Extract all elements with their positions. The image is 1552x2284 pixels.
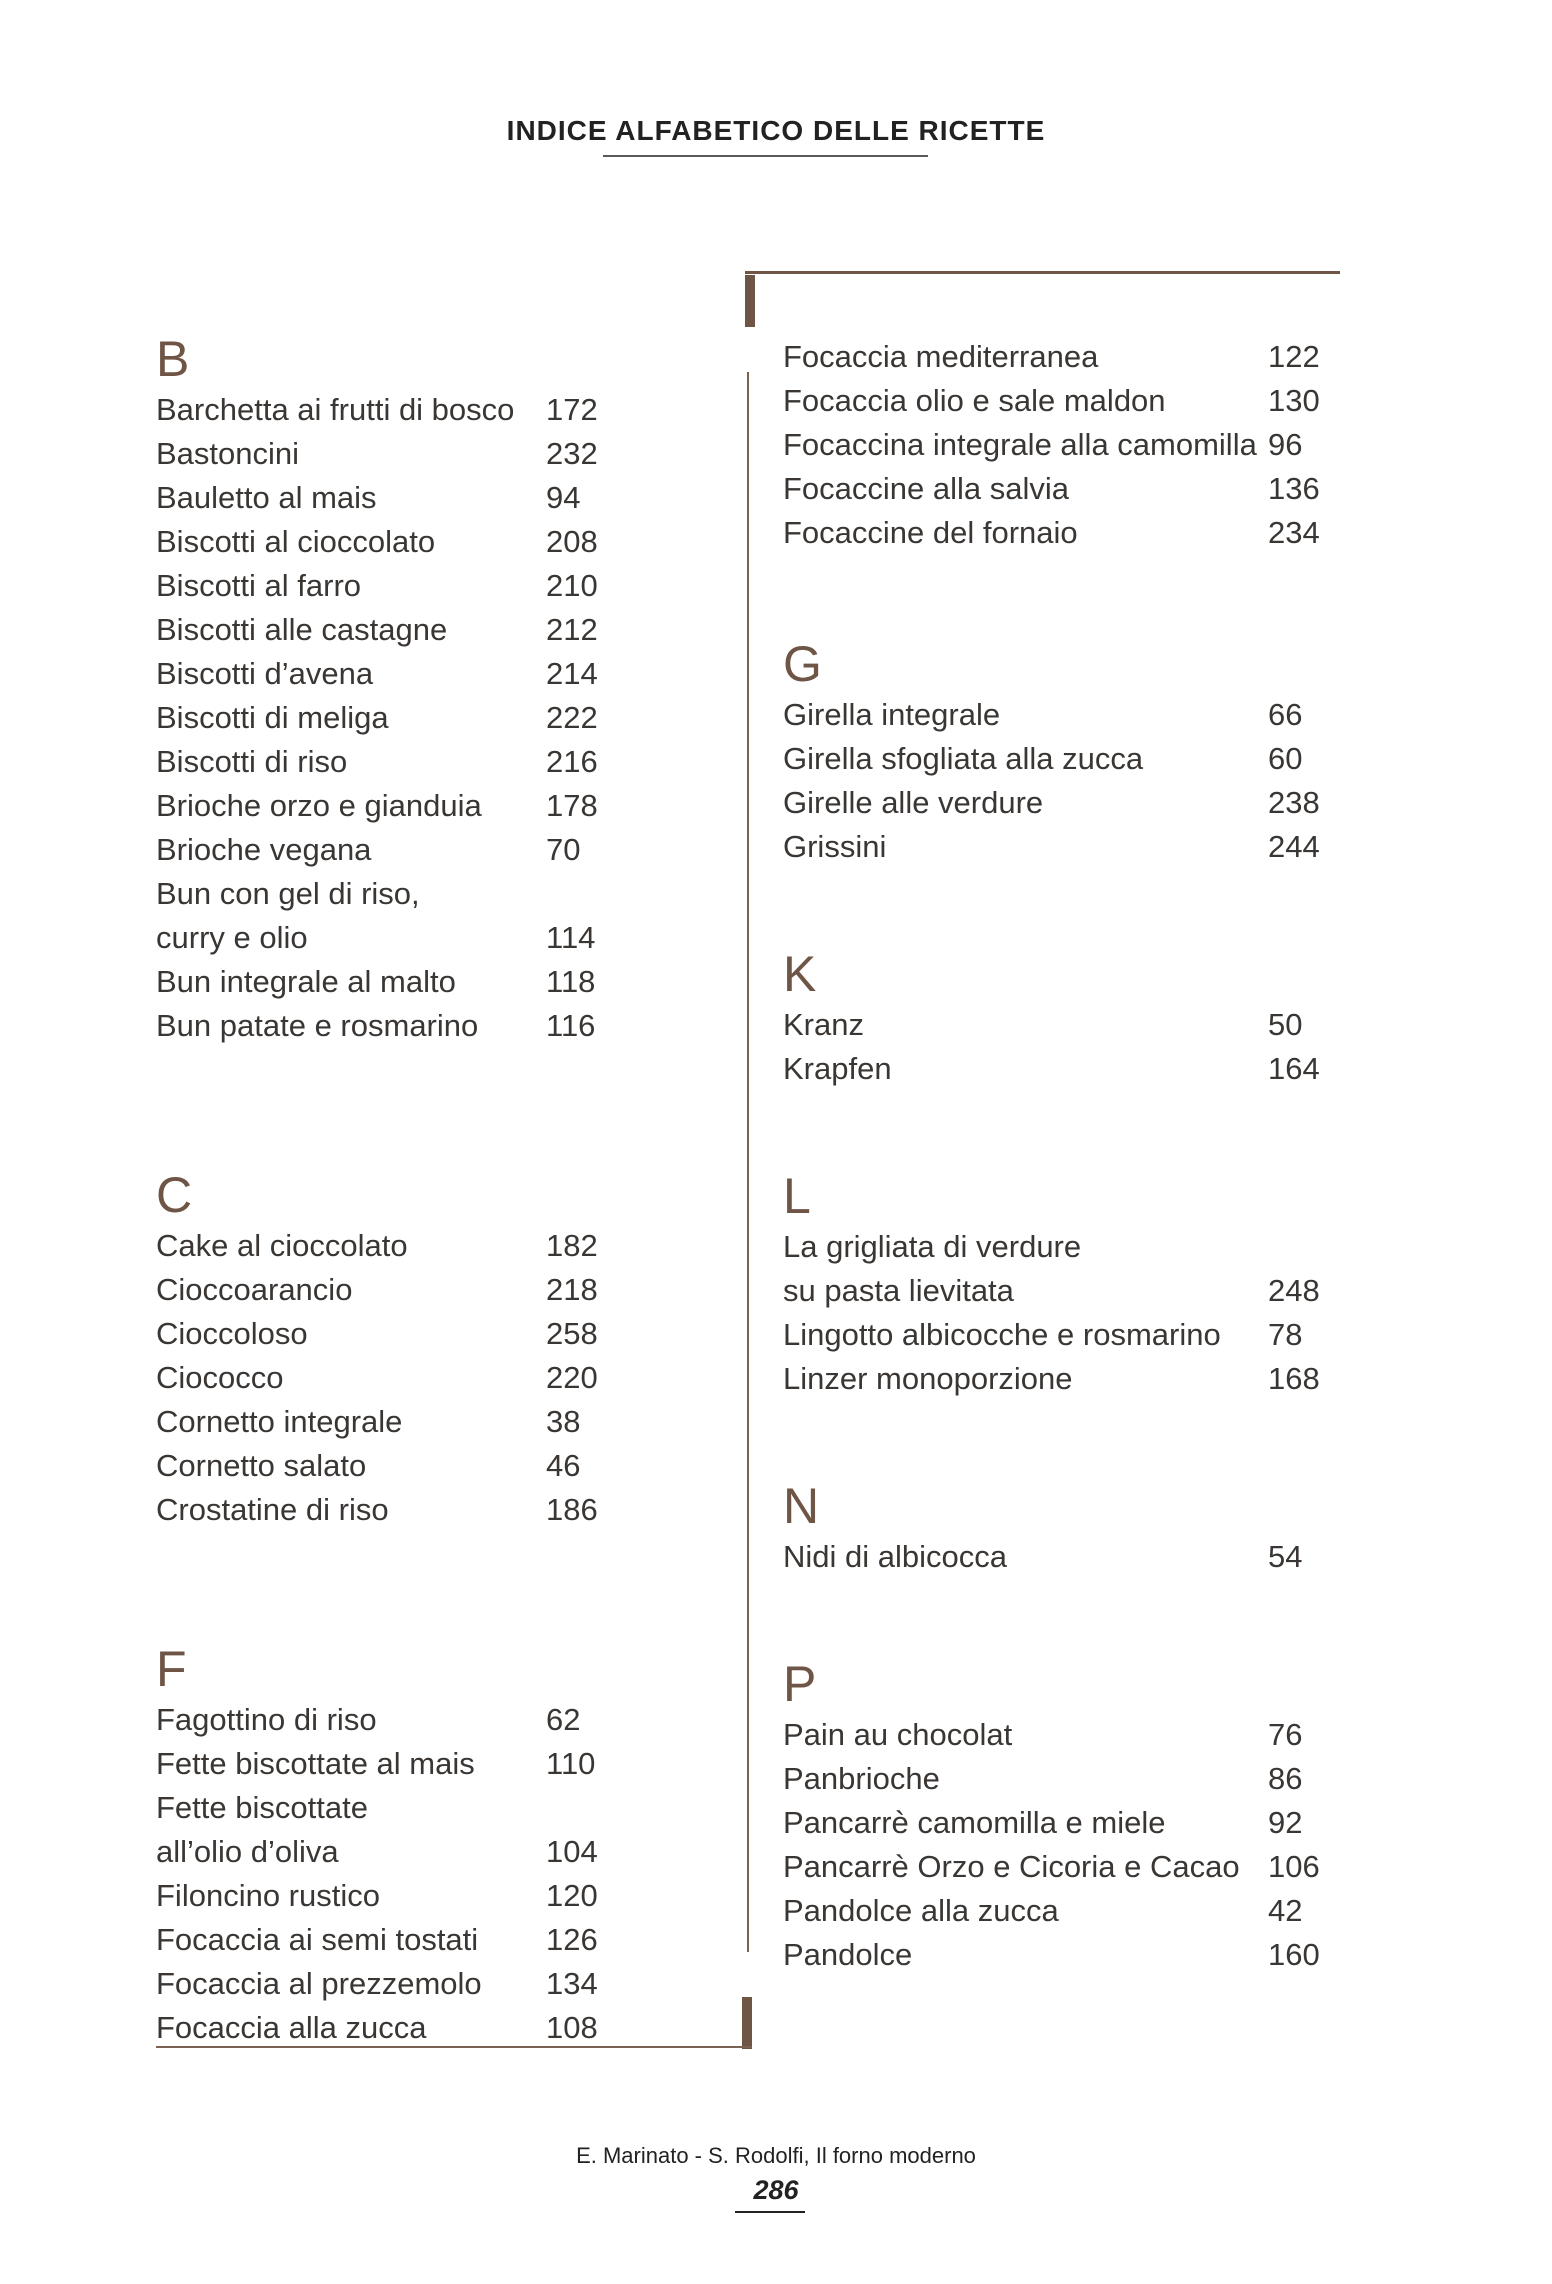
page-number: 286 [753, 2175, 799, 2205]
recipe-page: 118 [546, 964, 596, 999]
recipe-name: Pancarrè Orzo e Cicoria e Cacao [783, 1849, 1240, 1884]
recipe-page: 208 [546, 524, 598, 559]
recipe-page: 248 [1268, 1273, 1320, 1308]
index-entry [156, 1312, 606, 1356]
recipe-name: Krapfen [783, 1051, 892, 1086]
recipe-page: 244 [1268, 829, 1320, 864]
recipe-page: 214 [546, 656, 598, 691]
index-entry [783, 1357, 1328, 1401]
section-letter: K [783, 946, 817, 1002]
index-entry [156, 1698, 606, 1742]
index-entry [156, 1786, 606, 1830]
index-entry [783, 1003, 1328, 1047]
recipe-page: 116 [546, 1008, 596, 1043]
recipe-page: 130 [1268, 383, 1320, 418]
index-entry [783, 1757, 1328, 1801]
recipe-page: 232 [546, 436, 598, 471]
index-entry [783, 379, 1328, 423]
recipe-page: 50 [1268, 1007, 1303, 1042]
section-letter: P [783, 1656, 817, 1712]
index-entry [156, 1918, 606, 1962]
index-entry [156, 432, 606, 476]
recipe-name: Focaccia ai semi tostati [156, 1922, 479, 1957]
recipe-page: 94 [546, 480, 581, 515]
column-divider [747, 372, 749, 1952]
recipe-page: 182 [546, 1228, 598, 1263]
recipe-page: 164 [1268, 1051, 1320, 1086]
bottom-decorative-bar [742, 1997, 752, 2049]
recipe-name: La grigliata di verdure [783, 1229, 1082, 1264]
recipe-page: 210 [546, 568, 598, 603]
recipe-page: 96 [1268, 427, 1303, 462]
index-entry [156, 608, 606, 652]
section-spacer [783, 1091, 1343, 1167]
recipe-page: 168 [1268, 1361, 1320, 1396]
index-entry [156, 1224, 606, 1268]
recipe-page: 66 [1268, 697, 1303, 732]
index-entry [156, 1356, 606, 1400]
recipe-name: Biscotti d’avena [156, 656, 374, 691]
section-letter: G [783, 636, 822, 692]
recipe-page: 46 [546, 1448, 581, 1483]
recipe-name: Focaccine alla salvia [783, 471, 1070, 506]
recipe-name: Focaccia olio e sale maldon [783, 383, 1166, 418]
recipe-name: Girella sfogliata alla zucca [783, 741, 1144, 776]
section-letter: B [156, 331, 190, 387]
recipe-name: Barchetta ai frutti di bosco [156, 392, 515, 427]
top-decorative-rule [745, 271, 1340, 274]
index-entry [156, 1400, 606, 1444]
recipe-name: Biscotti al cioccolato [156, 524, 436, 559]
section-spacer [783, 1579, 1343, 1655]
recipe-name: Girelle alle verdure [783, 785, 1044, 820]
index-section [783, 1477, 1343, 1579]
recipe-name: Biscotti al farro [156, 568, 362, 603]
recipe-name: Pain au chocolat [783, 1717, 1013, 1752]
recipe-name: Bauletto al mais [156, 480, 377, 515]
recipe-page: 60 [1268, 741, 1303, 776]
recipe-name: Bun integrale al malto [156, 964, 456, 999]
recipe-name: Pandolce alla zucca [783, 1893, 1059, 1928]
recipe-name: Cake al cioccolato [156, 1228, 408, 1263]
recipe-name: Fagottino di riso [156, 1702, 377, 1737]
recipe-page: 54 [1268, 1539, 1303, 1574]
recipe-name: Cornetto integrale [156, 1404, 403, 1439]
index-section [783, 335, 1343, 555]
section-letter: L [783, 1168, 811, 1224]
section-spacer [783, 555, 1343, 635]
recipe-name: Brioche vegana [156, 832, 372, 867]
index-entry [783, 737, 1328, 781]
index-entry [783, 467, 1328, 511]
recipe-name: Crostatine di riso [156, 1492, 389, 1527]
right-index-column [783, 335, 1343, 1977]
index-entry [783, 511, 1328, 555]
recipe-page: 258 [546, 1316, 598, 1351]
section-spacer [156, 1048, 616, 1166]
index-entry [783, 1225, 1328, 1269]
recipe-page: 104 [546, 1834, 598, 1869]
recipe-name: Fette biscottate [156, 1790, 368, 1825]
index-entry [156, 520, 606, 564]
index-entry [783, 335, 1328, 379]
recipe-name: Cioccoloso [156, 1316, 308, 1351]
recipe-name: Biscotti alle castagne [156, 612, 448, 647]
index-entry [783, 423, 1328, 467]
recipe-page: 78 [1268, 1317, 1303, 1352]
index-entry [783, 825, 1328, 869]
recipe-page: 110 [546, 1746, 596, 1781]
index-entry [156, 388, 606, 432]
index-section [156, 1640, 616, 2050]
recipe-page: 172 [546, 392, 598, 427]
recipe-name: Panbrioche [783, 1761, 940, 1796]
index-entry [783, 1535, 1328, 1579]
index-entry [156, 696, 606, 740]
index-entry [156, 828, 606, 872]
recipe-page: 134 [546, 1966, 598, 2001]
recipe-name: Pandolce [783, 1937, 913, 1972]
recipe-name: Bun con gel di riso, [156, 876, 420, 911]
index-entry [783, 1313, 1328, 1357]
recipe-name: Focaccia mediterranea [783, 339, 1099, 374]
index-entry [783, 1889, 1328, 1933]
recipe-name: Bastoncini [156, 436, 300, 471]
index-entry [156, 1004, 606, 1048]
recipe-name: Brioche orzo e gianduia [156, 788, 482, 823]
section-spacer [156, 1532, 616, 1640]
recipe-name: Focaccine del fornaio [783, 515, 1078, 550]
recipe-name: Bun patate e rosmarino [156, 1008, 479, 1043]
recipe-name: curry e olio [156, 920, 308, 955]
recipe-name: Pancarrè camomilla e miele [783, 1805, 1166, 1840]
recipe-name: all’olio d’oliva [156, 1834, 339, 1869]
index-section [783, 1655, 1343, 1977]
recipe-name: Ciococco [156, 1360, 284, 1395]
top-decorative-bar [745, 275, 755, 327]
index-entry [783, 1933, 1328, 1977]
index-entry [156, 916, 606, 960]
index-entry [156, 1962, 606, 2006]
recipe-name: Filoncino rustico [156, 1878, 380, 1913]
recipe-page: 218 [546, 1272, 598, 1307]
index-section [783, 1167, 1343, 1401]
recipe-page: 186 [546, 1492, 598, 1527]
recipe-page: 62 [546, 1702, 581, 1737]
recipe-page: 38 [546, 1404, 581, 1439]
recipe-name: Focaccina integrale alla camomilla [783, 427, 1257, 462]
index-entry [156, 1444, 606, 1488]
recipe-page: 42 [1268, 1893, 1303, 1928]
recipe-name: Focaccia alla zucca [156, 2010, 427, 2045]
recipe-name: Linzer monoporzione [783, 1361, 1073, 1396]
index-section [783, 635, 1343, 869]
index-entry [156, 1742, 606, 1786]
recipe-name: Kranz [783, 1007, 864, 1042]
header-underline [603, 155, 928, 157]
recipe-page: 212 [546, 612, 598, 647]
footer-credit: E. Marinato - S. Rodolfi, Il forno moderno [576, 2143, 976, 2168]
index-entry [783, 781, 1328, 825]
recipe-name: su pasta lievitata [783, 1273, 1014, 1308]
page-header: INDICE ALFABETICO DELLE RICETTE [506, 115, 1046, 146]
left-index-column [156, 330, 616, 2050]
recipe-name: Fette biscottate al mais [156, 1746, 475, 1781]
index-entry [156, 1488, 606, 1532]
recipe-page: 234 [1268, 515, 1320, 550]
recipe-page: 114 [546, 920, 596, 955]
index-section [156, 330, 616, 1048]
recipe-page: 238 [1268, 785, 1320, 820]
recipe-page: 160 [1268, 1937, 1320, 1972]
index-entry [156, 1268, 606, 1312]
index-entry [156, 476, 606, 520]
section-letter: F [156, 1641, 187, 1697]
index-entry [783, 1047, 1328, 1091]
recipe-name: Focaccia al prezzemolo [156, 1966, 482, 2001]
recipe-page: 76 [1268, 1717, 1303, 1752]
recipe-page: 86 [1268, 1761, 1303, 1796]
index-entry [156, 740, 606, 784]
index-entry [156, 2006, 606, 2050]
section-spacer [783, 869, 1343, 945]
index-entry [783, 1269, 1328, 1313]
recipe-page: 106 [1268, 1849, 1320, 1884]
recipe-page: 70 [546, 832, 581, 867]
index-section [783, 945, 1343, 1091]
recipe-page: 108 [546, 2010, 598, 2045]
recipe-page: 178 [546, 788, 598, 823]
recipe-name: Girella integrale [783, 697, 1001, 732]
section-letter: C [156, 1167, 193, 1223]
index-entry [156, 960, 606, 1004]
recipe-page: 122 [1268, 339, 1320, 374]
index-entry [783, 1713, 1328, 1757]
recipe-page: 136 [1268, 471, 1320, 506]
index-entry [783, 1801, 1328, 1845]
page-number-underline [735, 2211, 805, 2213]
recipe-name: Biscotti di meliga [156, 700, 389, 735]
index-entry [156, 564, 606, 608]
recipe-page: 120 [546, 1878, 598, 1913]
recipe-name: Cornetto salato [156, 1448, 367, 1483]
recipe-page: 126 [546, 1922, 598, 1957]
index-entry [156, 652, 606, 696]
recipe-page: 92 [1268, 1805, 1303, 1840]
recipe-name: Biscotti di riso [156, 744, 348, 779]
recipe-name: Nidi di albicocca [783, 1539, 1007, 1574]
section-spacer [783, 1401, 1343, 1477]
index-entry [156, 1830, 606, 1874]
index-entry [783, 1845, 1328, 1889]
index-entry [783, 693, 1328, 737]
recipe-name: Grissini [783, 829, 887, 864]
index-entry [156, 1874, 606, 1918]
recipe-name: Lingotto albicocche e rosmarino [783, 1317, 1221, 1352]
section-letter: N [783, 1478, 820, 1534]
index-entry [156, 784, 606, 828]
recipe-name: Cioccoarancio [156, 1272, 353, 1307]
recipe-page: 216 [546, 744, 598, 779]
recipe-page: 222 [546, 700, 598, 735]
recipe-page: 220 [546, 1360, 598, 1395]
index-section [156, 1166, 616, 1532]
index-entry [156, 872, 606, 916]
